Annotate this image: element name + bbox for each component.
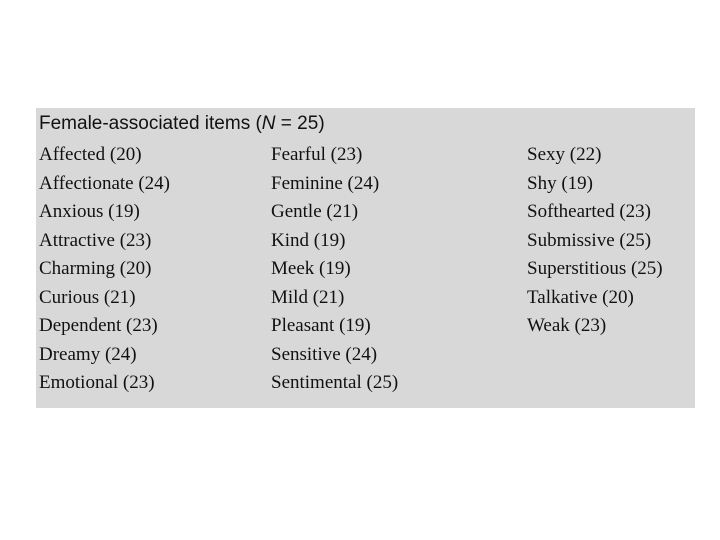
list-item: Superstitious (25) <box>527 258 663 279</box>
list-item: Gentle (21) <box>271 201 359 222</box>
list-item: Charming (20) <box>39 258 152 279</box>
list-item: Kind (19) <box>271 229 346 251</box>
list-item: Shy (19) <box>527 172 593 194</box>
items-column-2 <box>271 141 398 398</box>
list-item: Pleasant (19) <box>271 315 371 336</box>
list-item: Mild (21) <box>271 286 345 308</box>
list-item: Submissive (25) <box>527 229 652 251</box>
female-items-table <box>36 108 695 408</box>
list-item: Sexy (22) <box>527 144 602 165</box>
list-item: Affectionate (24) <box>39 172 171 194</box>
list-item: Curious (21) <box>39 286 136 308</box>
table-title <box>39 112 325 136</box>
list-item: Feminine (24) <box>271 172 380 194</box>
title-prefix: Female-associated items ( <box>39 113 262 134</box>
items-column-1 <box>39 141 170 398</box>
list-item: Meek (19) <box>271 258 351 279</box>
list-item: Sentimental (25) <box>271 372 399 393</box>
items-column-3 <box>527 141 663 341</box>
list-item: Attractive (23) <box>39 229 152 251</box>
list-item: Anxious (19) <box>39 201 140 222</box>
title-n-symbol: N <box>261 113 276 134</box>
list-item: Talkative (20) <box>527 286 634 308</box>
list-item: Sensitive (24) <box>271 343 378 365</box>
list-item: Affected (20) <box>39 144 142 165</box>
title-suffix: = 25) <box>275 113 325 134</box>
list-item: Softhearted (23) <box>527 201 651 222</box>
list-item: Dependent (23) <box>39 315 158 336</box>
list-item: Weak (23) <box>527 315 607 336</box>
list-item: Emotional (23) <box>39 372 155 393</box>
list-item: Dreamy (24) <box>39 343 137 365</box>
list-item: Fearful (23) <box>271 144 363 165</box>
